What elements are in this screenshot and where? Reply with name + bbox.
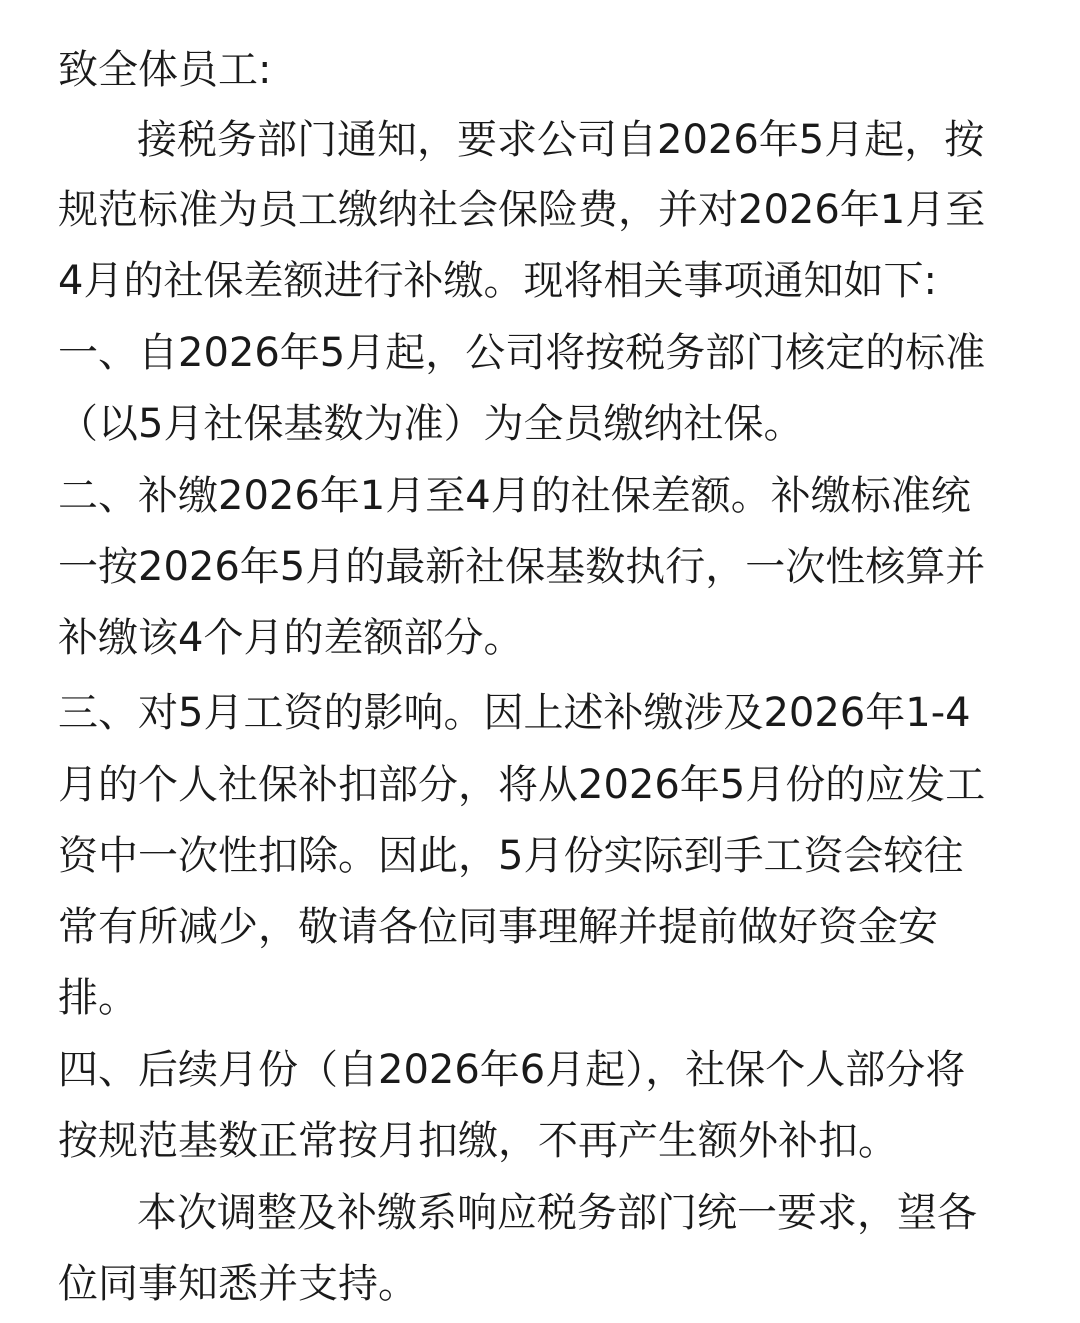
salutation: 致全体员工: [58,47,272,93]
item-3-line-3: 资中一次性扣除。因此，5月份实际到手工资会较往 [58,833,964,879]
item-3-line-5: 排。 [58,975,138,1021]
item-2-line-2: 一按2026年5月的最新社保基数执行，一次性核算并 [58,544,986,590]
item-4-line-2: 按规范基数正常按月扣缴，不再产生额外补扣。 [58,1118,898,1164]
item-2-line-3: 补缴该4个月的差额部分。 [58,615,524,661]
item-3-line-2: 月的个人社保补扣部分，将从2026年5月份的应发工 [58,762,986,808]
intro-line-2: 规范标准为员工缴纳社会保险费，并对2026年1月至 [58,187,986,233]
item-1-line-2: （以5月社保基数为准）为全员缴纳社保。 [58,401,804,447]
intro-line-3: 4月的社保差额进行补缴。现将相关事项通知如下: [58,258,937,304]
item-3-line-4: 常有所减少，敬请各位同事理解并提前做好资金安 [58,904,938,950]
closing-line-1: 本次调整及补缴系响应税务部门统一要求，望各 [137,1190,977,1236]
item-2-line-1: 二、补缴2026年1月至4月的社保差额。补缴标准统 [58,473,971,519]
item-1-line-1: 一、自2026年5月起，公司将按税务部门核定的标准 [58,330,986,376]
intro-line-1: 接税务部门通知，要求公司自2026年5月起，按 [137,117,985,163]
item-4-line-1: 四、后续月份（自2026年6月起），社保个人部分将 [58,1047,966,1093]
item-3-line-1: 三、对5月工资的影响。因上述补缴涉及2026年1-4 [58,690,971,736]
closing-line-2: 位同事知悉并支持。 [58,1261,418,1307]
